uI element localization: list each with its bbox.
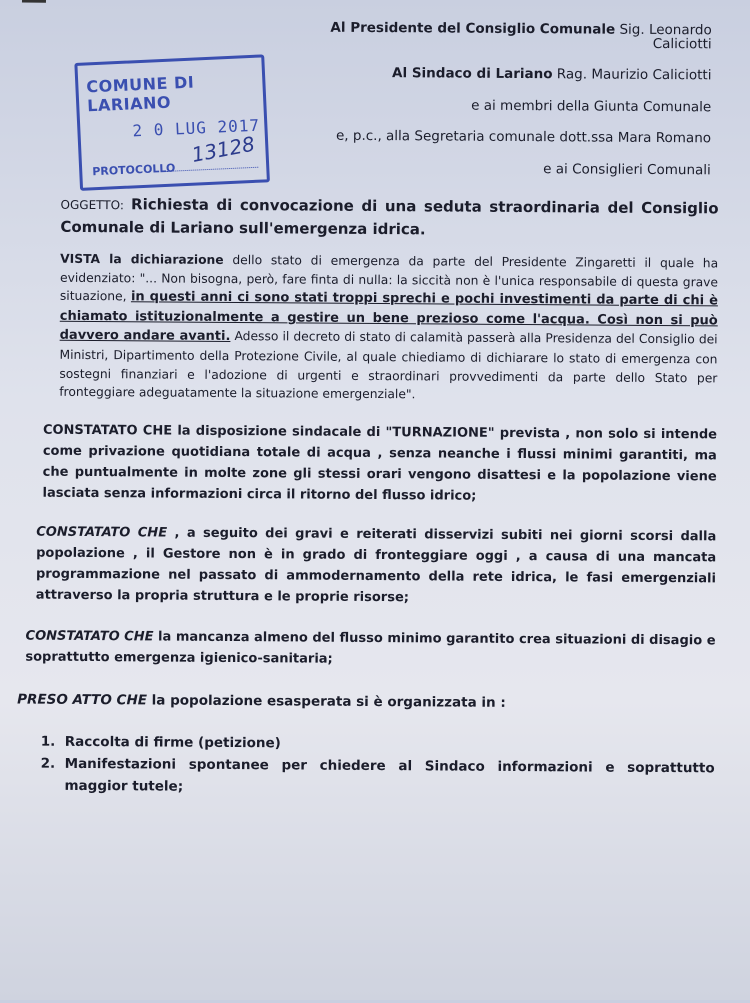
subject-line xyxy=(60,193,718,243)
constatato-paragraph-2: CONSTATATO CHE , a seguito dei gravi e reiterati disservizi subiti nei giorni scorsi dalla popolazione , il Gestore non è in grado di fronteggiare oggi , a causa di una mancata programmazione nel passato di ammodernamento della rete idrica, le fasi emergenziali attraverso la propria struttura e le proprie risorse; xyxy=(35,524,717,606)
subject-label: OGGETTO: xyxy=(60,197,124,213)
staple-mark xyxy=(22,0,46,3)
protocol-stamp xyxy=(74,54,270,190)
vista-keyword: VISTA la dichiarazione xyxy=(60,251,224,267)
stamp-date: 2 0 LUG 2017 xyxy=(132,115,261,141)
addressee-line: e, p.c., alla Segretaria comunale dott.ssa Mara Romano xyxy=(335,127,712,147)
addressee-line: e ai membri della Giunta Comunale xyxy=(471,97,712,115)
stamp-dotted-line xyxy=(166,167,258,172)
underlined-quote: in questi anni ci sono stati troppi sprechi e pochi investimenti da parte di chi è chiamato istituzionalmente a gestire un bene prezioso come l'acqua. Così non si può davvero andare avanti. xyxy=(59,289,718,345)
stamp-municipality: COMUNE DI LARIANO xyxy=(86,72,195,116)
addressee-line: e ai Consiglieri Comunali xyxy=(543,160,711,178)
vista-paragraph: VISTA la dichiarazione dello stato di emergenza da parte del Presidente Zingaretti il quale ha evidenziato: "... Non bisogna, però, fare finta di nulla: la siccità non è l'unica responsabile di questa grave situazione, in questi anni ci sono stati troppi sprechi e pochi investimenti da parte di chi è chiamato istituzionalmente a gestire un bene prezioso come l'acqua. Così non si può davvero andare avanti. Adesso il decreto di stato di calamità passerà alla Presidenza del Consiglio dei Ministri, Dipartimento della Protezione Civile, al quale chiediamo di dichiarare lo stato di emergenza con sostegni finanziari e l'adozione di urgenti e straordinari provvedimenti da parte dello Stato per fronteggiare adeguatamente la situazione emergenziale". xyxy=(59,251,719,402)
addressees-block xyxy=(271,21,712,195)
constatato-paragraph-1: CONSTATATO CHE la disposizione sindacale di "TURNAZIONE" prevista , non solo si intende come privazione quotidiana totale di acqua , senza neanche i flussi minimi garantiti, ma che puntualmente in molte zone gli stessi orari vengono disattesi e la popolazione viene lasciata senza informazioni circa il ritorno del flusso idrico; xyxy=(42,422,718,504)
constatato-paragraph-3: CONSTATATO CHE la mancanza almeno del flusso minimo garantito crea situazioni di disagio e soprattutto emergenza igienico-sanitaria; xyxy=(25,628,716,667)
list-item: 2. Manifestazioni spontanee per chiedere al Sindaco informazioni e soprattutto maggior tutele; xyxy=(40,755,715,795)
addressee-line: Al Presidente del Consiglio Comunale Sig. Leonardo Caliciotti xyxy=(330,19,712,52)
subject-text: Richiesta di convocazione di una seduta straordinaria del Consiglio Comunale di Lariano sull'emergenza idrica. xyxy=(60,195,719,239)
numbered-list xyxy=(34,730,714,801)
preso-atto-paragraph: PRESO ATTO CHE la popolazione esasperata si è organizzata in : xyxy=(17,691,506,711)
stamp-protocol-label: PROTOCOLLO xyxy=(91,161,176,179)
list-item: 1. Raccolta di firme (petizione) xyxy=(40,733,281,752)
stamp-protocol-number: 13128 xyxy=(189,131,257,167)
addressee-line: Al Sindaco di Lariano Rag. Maurizio Caliciotti xyxy=(392,65,712,84)
letter-body xyxy=(17,193,719,801)
